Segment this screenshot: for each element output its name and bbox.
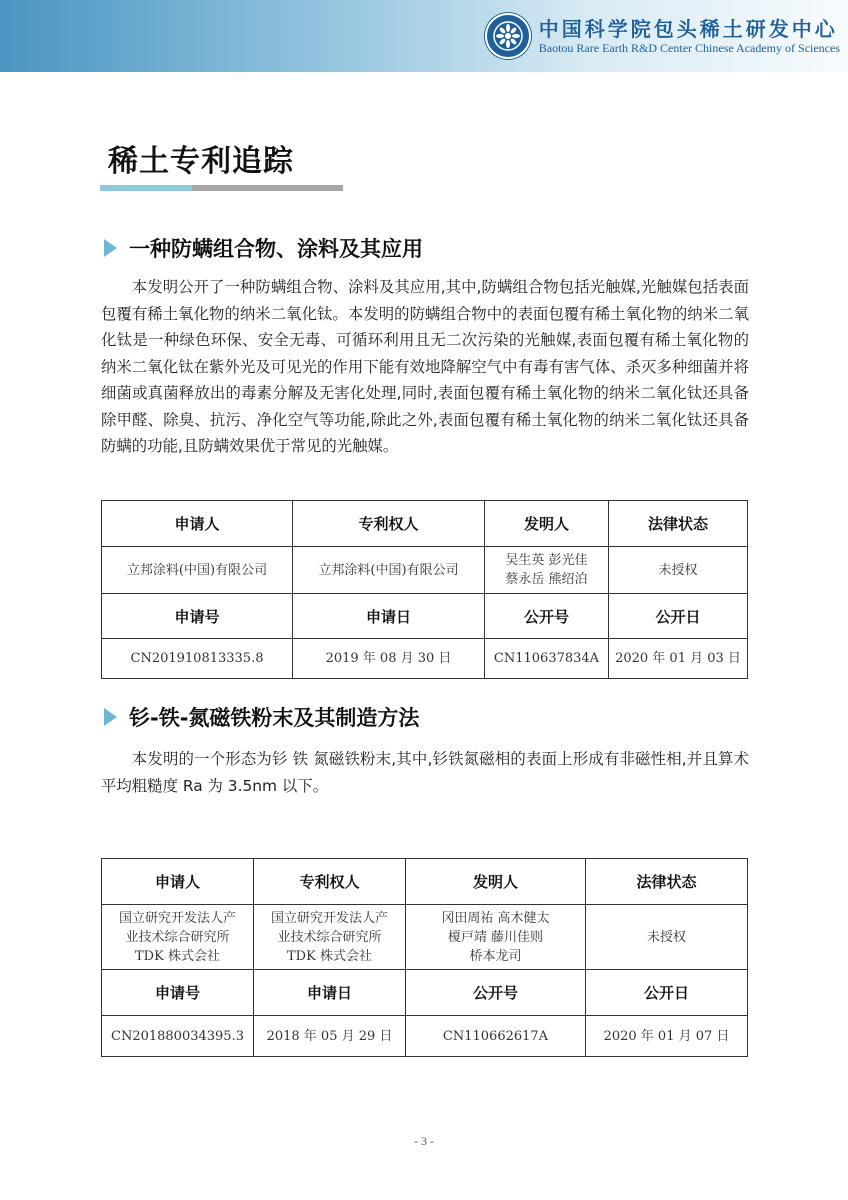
triangle-bullet-icon bbox=[104, 708, 117, 726]
header-cell: 法律状态 bbox=[586, 859, 748, 905]
section-heading bbox=[104, 233, 423, 263]
publication-no-cell: CN110662617A bbox=[406, 1016, 586, 1057]
patentee-cell: 国立研究开发法人产 业技术综合研究所 TDK 株式会社 bbox=[254, 905, 406, 970]
header-cell: 申请人 bbox=[102, 859, 254, 905]
header-cell: 专利权人 bbox=[293, 501, 485, 547]
header-cell: 公开号 bbox=[485, 594, 609, 639]
legal-status-cell: 未授权 bbox=[609, 547, 748, 594]
table-row bbox=[102, 1016, 748, 1057]
applicant-cell: 国立研究开发法人产 业技术综合研究所 TDK 株式会社 bbox=[102, 905, 254, 970]
publication-date-cell: 2020 年 01 月 07 日 bbox=[586, 1016, 748, 1057]
table-row bbox=[102, 905, 748, 970]
org-logo bbox=[485, 12, 840, 60]
header-cell: 申请号 bbox=[102, 970, 254, 1016]
publication-no-cell: CN110637834A bbox=[485, 639, 609, 679]
cas-emblem-icon bbox=[485, 13, 531, 59]
patent-info-table bbox=[101, 858, 748, 1057]
inventors-cell: 吴生英 彭光佳 蔡永岳 熊绍泊 bbox=[485, 547, 609, 594]
table-header-row bbox=[102, 501, 748, 547]
org-name-cn: 中国科学院包头稀土研发中心 bbox=[538, 16, 838, 41]
application-no-cell: CN201880034395.3 bbox=[102, 1016, 254, 1057]
header-cell: 法律状态 bbox=[609, 501, 748, 547]
patent-info-table bbox=[101, 500, 748, 679]
legal-status-cell: 未授权 bbox=[586, 905, 748, 970]
header-cell: 发明人 bbox=[406, 859, 586, 905]
publication-date-cell: 2020 年 01 月 03 日 bbox=[609, 639, 748, 679]
application-date-cell: 2018 年 05 月 29 日 bbox=[254, 1016, 406, 1057]
header-cell: 申请号 bbox=[102, 594, 293, 639]
title-underline-accent bbox=[100, 185, 192, 191]
header-cell: 申请日 bbox=[254, 970, 406, 1016]
application-no-cell: CN201910813335.8 bbox=[102, 639, 293, 679]
applicant-cell: 立邦涂料(中国)有限公司 bbox=[102, 547, 293, 594]
org-name-en: Baotou Rare Earth R&D Center Chinese Academy of Sciences bbox=[538, 40, 840, 55]
header-cell: 申请日 bbox=[293, 594, 485, 639]
header-cell: 公开日 bbox=[609, 594, 748, 639]
header-cell: 申请人 bbox=[102, 501, 293, 547]
header-cell: 发明人 bbox=[485, 501, 609, 547]
title-underline-rule bbox=[192, 185, 343, 191]
page-number: - 3 - bbox=[414, 1134, 434, 1148]
header-cell: 公开号 bbox=[406, 970, 586, 1016]
section-title: 钐-铁-氮磁铁粉末及其制造方法 bbox=[129, 706, 420, 730]
table-row bbox=[102, 639, 748, 679]
section-title: 一种防螨组合物、涂料及其应用 bbox=[129, 237, 423, 261]
inventors-cell: 冈田周祐 高木健太 榎戸靖 藤川佳则 桥本龙司 bbox=[406, 905, 586, 970]
section-heading bbox=[104, 702, 419, 732]
page-title: 稀土专利追踪 bbox=[108, 144, 294, 179]
header-cell: 公开日 bbox=[586, 970, 748, 1016]
application-date-cell: 2019 年 08 月 30 日 bbox=[293, 639, 485, 679]
header-cell: 专利权人 bbox=[254, 859, 406, 905]
table-header-row bbox=[102, 970, 748, 1016]
table-header-row bbox=[102, 859, 748, 905]
table-row bbox=[102, 547, 748, 594]
table-header-row bbox=[102, 594, 748, 639]
patentee-cell: 立邦涂料(中国)有限公司 bbox=[293, 547, 485, 594]
section-abstract: 本发明的一个形态为钐 铁 氮磁铁粉末,其中,钐铁氮磁相的表面上形成有非磁性相,并且算术平均粗糙度 Ra 为 3.5nm 以下。 bbox=[101, 750, 749, 795]
triangle-bullet-icon bbox=[104, 239, 117, 257]
section-abstract: 本发明公开了一种防螨组合物、涂料及其应用,其中,防螨组合物包括光触媒,光触媒包括表面包覆有稀土氧化物的纳米二氧化钛。本发明的防螨组合物中的表面包覆有稀土氧化物的纳米二氧化钛是一种绿色环保、安全无毒、可循环利用且无二次污染的光触媒,表面包覆有稀土氧化物的纳米二氧化钛在紫外光及可见光的作用下能有效地降解空气中有毒有害气体、杀灭多种细菌并将细菌或真菌释放出的毒素分解及无害化处理,同时,表面包覆有稀土氧化物的纳米二氧化钛还具备除甲醛、除臭、抗污、净化空气等功能,除此之外,表面包覆有稀土氧化物的纳米二氧化钛还具备防螨的功能,且防螨效果优于常见的光触媒。 bbox=[101, 278, 749, 455]
